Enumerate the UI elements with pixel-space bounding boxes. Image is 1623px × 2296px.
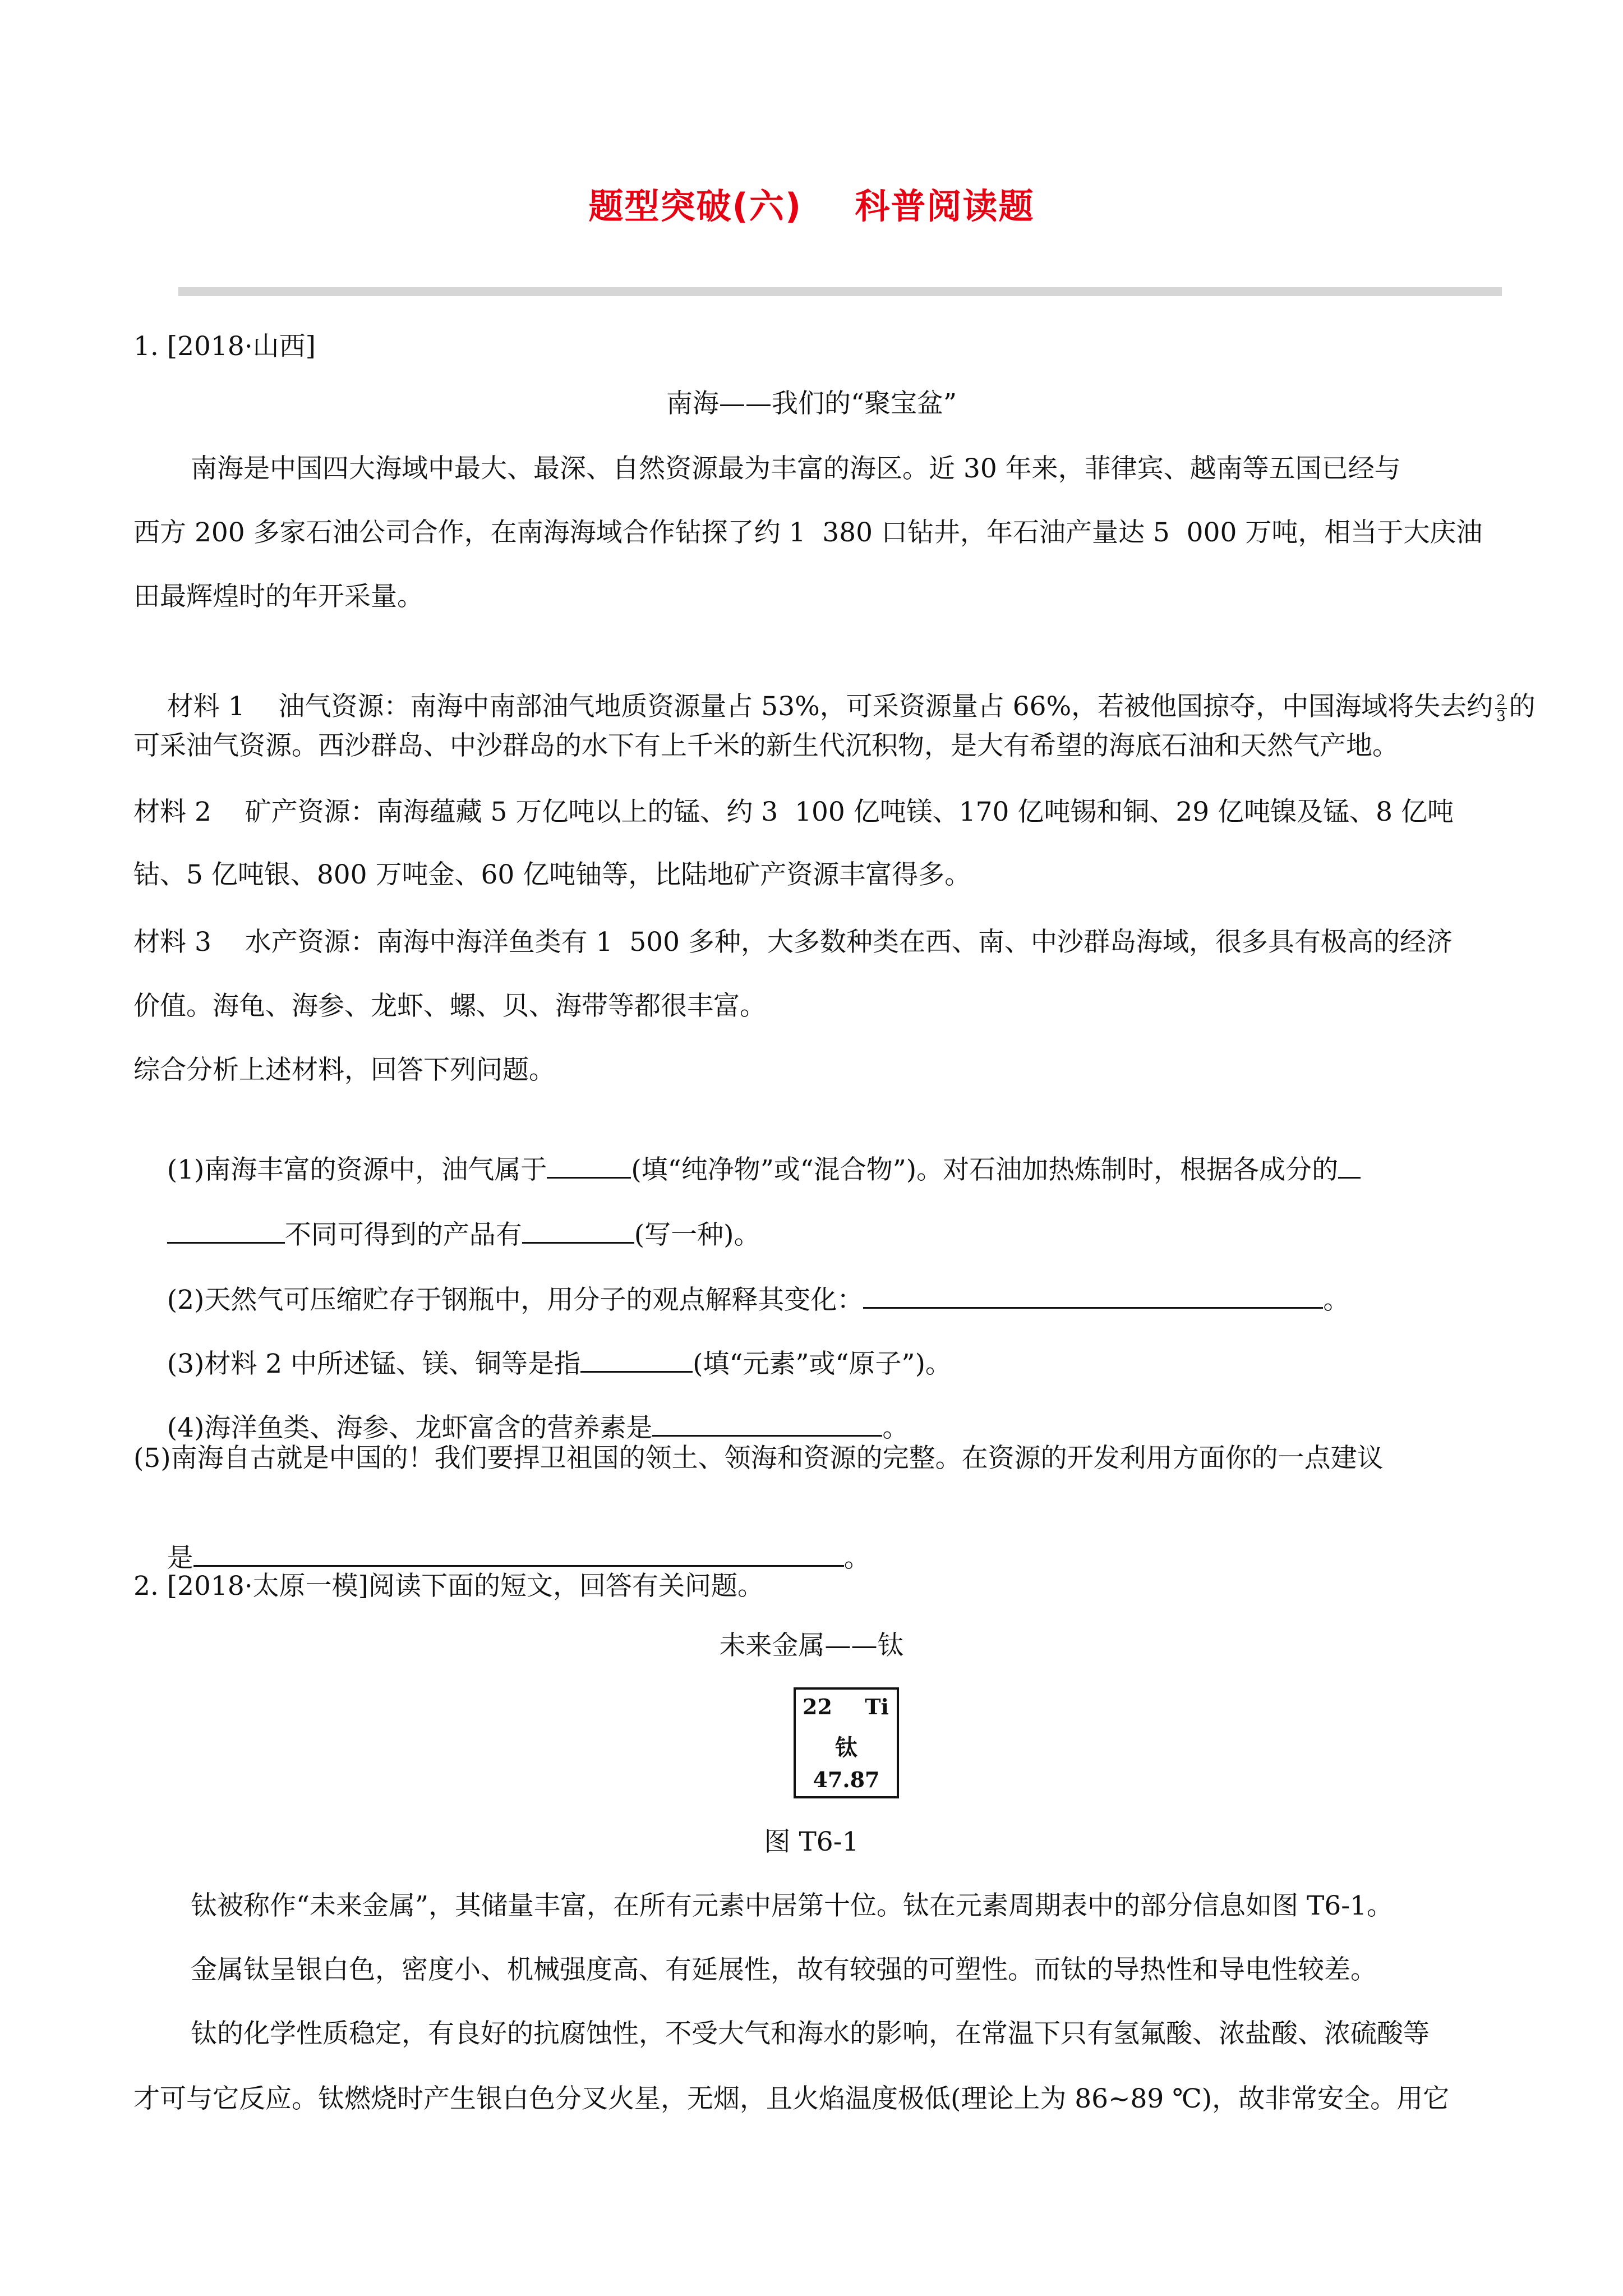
q1-article-title: 南海——我们的“聚宝盆” bbox=[666, 388, 957, 419]
q2-paragraph-3-line-1: 钛的化学性质稳定，有良好的抗腐蚀性，不受大气和海水的影响，在常温下只有氢氟酸、浓盐酸、浓硫酸等 bbox=[191, 2018, 1430, 2049]
material-1-text: 材料 1 油气资源：南海中南部油气地质资源量占 53%，可采资源量占 66%，若被他国掠夺，中国海域将失去约 bbox=[167, 691, 1493, 722]
subquestion-2-text: (2)天然气可压缩贮存于钢瓶中，用分子的观点解释其变化： bbox=[167, 1285, 864, 1315]
material-2-line-1: 材料 2 矿产资源：南海蕴藏 5 万亿吨以上的锰、约 3 100 亿吨镁、170 亿吨锡和铜、29 亿吨镍及锰、8 亿吨 bbox=[133, 797, 1454, 827]
answer-blank-2b[interactable] bbox=[167, 1216, 285, 1244]
answer-blank-4[interactable] bbox=[863, 1281, 1323, 1309]
element-symbol: Ti bbox=[865, 1694, 889, 1719]
subquestion-1-text-a: (1)南海丰富的资源中，油气属于 bbox=[167, 1154, 547, 1185]
q2-label: 2. [2018·太原一模]阅读下面的短文，回答有关问题。 bbox=[133, 1571, 764, 1602]
subquestion-1-text-c: 不同可得到的产品有 bbox=[284, 1220, 522, 1250]
atomic-mass: 47.87 bbox=[813, 1767, 880, 1792]
material-3-line-2: 价值。海龟、海参、龙虾、螺、贝、海带等都很丰富。 bbox=[133, 991, 766, 1022]
subquestion-1-text-d: (写一种)。 bbox=[634, 1220, 760, 1250]
material-1-tail: 的 bbox=[1509, 691, 1536, 722]
material-3-line-1: 材料 3 水产资源：南海中海洋鱼类有 1 500 多种，大多数种类在西、南、中沙群岛海域，很多具有极高的经济 bbox=[133, 927, 1453, 958]
q1-intro-line-2: 西方 200 多家石油公司合作，在南海海域合作钻探了约 1 380 口钻井，年石油产量达 5 000 万吨，相当于大庆油 bbox=[133, 517, 1483, 548]
atomic-number: 22 bbox=[803, 1694, 832, 1719]
q1-label: 1. [2018·山西] bbox=[133, 331, 316, 362]
subquestion-3-text: (3)材料 2 中所述锰、镁、铜等是指 bbox=[167, 1349, 581, 1379]
subquestion-2-end: 。 bbox=[1323, 1285, 1350, 1315]
subquestion-4-text: (4)海洋鱼类、海参、龙虾富含的营养素是 bbox=[167, 1412, 653, 1443]
element-name: 钛 bbox=[835, 1734, 857, 1761]
answer-blank-2a[interactable] bbox=[1338, 1151, 1361, 1179]
subquestion-1-text-b: (填“纯净物”或“混合物”)。对石油加热炼制时，根据各成分的 bbox=[631, 1154, 1339, 1185]
answer-blank-7[interactable] bbox=[193, 1539, 844, 1567]
subquestion-5-end: 。 bbox=[843, 1543, 870, 1573]
page-title: 题型突破(六) 科普阅读题 bbox=[588, 186, 1035, 227]
fraction-denominator: 3 bbox=[1496, 708, 1506, 725]
answer-blank-5[interactable] bbox=[580, 1345, 693, 1373]
q2-article-title: 未来金属——钛 bbox=[719, 1630, 904, 1661]
title-divider bbox=[178, 287, 1502, 296]
material-2-line-2: 钴、5 亿吨银、800 万吨金、60 亿吨铀等，比陆地矿产资源丰富得多。 bbox=[133, 859, 971, 890]
periodic-table-cell-titanium bbox=[794, 1687, 899, 1798]
answer-blank-1[interactable] bbox=[547, 1151, 631, 1179]
answer-blank-3[interactable] bbox=[522, 1216, 634, 1244]
q2-paragraph-3-line-2: 才可与它反应。钛燃烧时产生银白色分叉火星，无烟，且火焰温度极低(理论上为 86~89 ℃)，故非常安全。用它 bbox=[133, 2083, 1450, 2114]
q2-paragraph-2: 金属钛呈银白色，密度小、机械强度高、有延展性，故有较强的可塑性。而钛的导热性和导电性较差。 bbox=[191, 1954, 1377, 1985]
q1-intro-line-1: 南海是中国四大海域中最大、最深、自然资源最为丰富的海区。近 30 年来，菲律宾、越南等五国已经与 bbox=[191, 453, 1401, 484]
q1-prompt: 综合分析上述材料，回答下列问题。 bbox=[133, 1055, 555, 1085]
q2-paragraph-1: 钛被称作“未来金属”，其储量丰富，在所有元素中居第十位。钛在元素周期表中的部分信息如图 T6-1。 bbox=[191, 1890, 1394, 1921]
q1-intro-line-3: 田最辉煌时的年开采量。 bbox=[133, 581, 423, 612]
fraction-two-thirds bbox=[1495, 693, 1507, 724]
subquestion-5-line-1: (5)南海自古就是中国的！我们要捍卫祖国的领土、领海和资源的完整。在资源的开发利用方面你的一点建议 bbox=[133, 1443, 1384, 1474]
subquestion-4-end: 。 bbox=[882, 1412, 909, 1443]
answer-blank-6[interactable] bbox=[652, 1409, 882, 1437]
subquestion-3-end: (填“元素”或“原子”)。 bbox=[693, 1349, 952, 1379]
fraction-numerator: 2 bbox=[1496, 692, 1506, 709]
subquestion-5-text: 是 bbox=[167, 1543, 193, 1573]
material-1-line-2: 可采油气资源。西沙群岛、中沙群岛的水下有上千米的新生代沉积物，是大有希望的海底石油和天然气产地。 bbox=[133, 730, 1399, 761]
figure-caption: 图 T6-1 bbox=[764, 1826, 859, 1857]
